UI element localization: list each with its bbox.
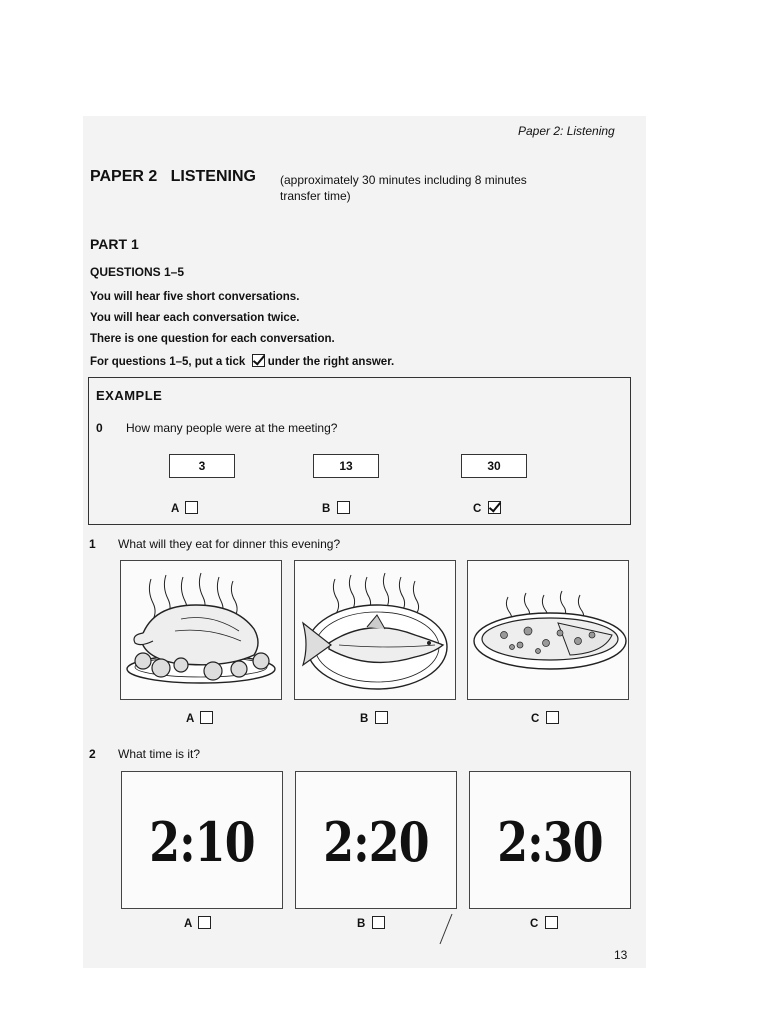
page-number: 13 [614, 948, 628, 962]
option-letter: B [357, 918, 366, 930]
instruction-text: For questions 1–5, put a tick [90, 356, 246, 368]
paper-title [90, 168, 527, 203]
paper-title-text: PAPER 2 LISTENING [90, 168, 256, 185]
question-1-option-c [531, 711, 559, 725]
example-option-value: 3 [169, 454, 235, 478]
picture-a-frame [120, 560, 282, 700]
option-letter: A [171, 503, 179, 515]
instruction-line: You will hear each conversation twice. [90, 312, 300, 324]
tick-box-icon [252, 354, 265, 367]
option-letter: A [184, 918, 192, 930]
answer-checkbox[interactable] [198, 916, 211, 929]
option-letter: B [322, 503, 331, 515]
option-letter: C [530, 918, 539, 930]
paper-subtitle: (approximately 30 minutes including 8 minutes transfer time) [280, 173, 527, 203]
picture-c-frame [467, 560, 629, 700]
example-option-a [171, 501, 198, 515]
instruction-suffix: under the right answer. [267, 356, 395, 368]
option-letter: C [531, 713, 540, 725]
answer-checkbox[interactable] [200, 711, 213, 724]
question-2-option-b [357, 916, 385, 930]
example-option-value: 13 [313, 454, 379, 478]
pencil-stroke-mark [432, 912, 462, 948]
time-option-b-frame [295, 771, 457, 909]
question-2-text: What time is it? [118, 747, 201, 761]
questions-heading: QUESTIONS 1–5 [90, 265, 185, 279]
example-option-b [322, 501, 350, 515]
time-option-a-frame [121, 771, 283, 909]
time-display: 2:10 [149, 810, 255, 874]
question-2-option-a [184, 916, 211, 930]
time-display: 2:20 [323, 810, 429, 874]
answer-checkbox[interactable] [375, 711, 388, 724]
example-option-value: 30 [461, 454, 527, 478]
option-letter: B [360, 713, 369, 725]
option-letter: C [473, 503, 482, 515]
question-1-number: 1 [89, 537, 96, 551]
example-box [88, 377, 631, 525]
answer-checkbox[interactable] [372, 916, 385, 929]
instruction-line [90, 354, 394, 368]
instruction-line: There is one question for each conversation. [90, 333, 335, 345]
roast-chicken-icon [121, 561, 281, 699]
answer-checkbox[interactable] [546, 711, 559, 724]
part-heading: PART 1 [90, 236, 139, 252]
example-title: EXAMPLE [96, 388, 163, 403]
fish-icon [295, 561, 455, 699]
running-head: Paper 2: Listening [518, 124, 615, 138]
instruction-line: You will hear five short conversations. [90, 291, 300, 303]
option-letter: A [186, 713, 194, 725]
time-display: 2:30 [497, 810, 603, 874]
answer-checkbox-ticked[interactable] [488, 501, 501, 514]
example-question: How many people were at the meeting? [126, 421, 338, 435]
pizza-icon [468, 561, 628, 699]
question-1-option-a [186, 711, 213, 725]
time-option-c-frame [469, 771, 631, 909]
example-option-c [473, 501, 501, 515]
question-1-text: What will they eat for dinner this evening? [118, 537, 341, 551]
answer-checkbox[interactable] [185, 501, 198, 514]
picture-b-frame [294, 560, 456, 700]
example-number: 0 [96, 421, 103, 435]
answer-checkbox[interactable] [545, 916, 558, 929]
answer-checkbox[interactable] [337, 501, 350, 514]
question-2-number: 2 [89, 747, 96, 761]
question-2-option-c [530, 916, 558, 930]
question-1-option-b [360, 711, 388, 725]
